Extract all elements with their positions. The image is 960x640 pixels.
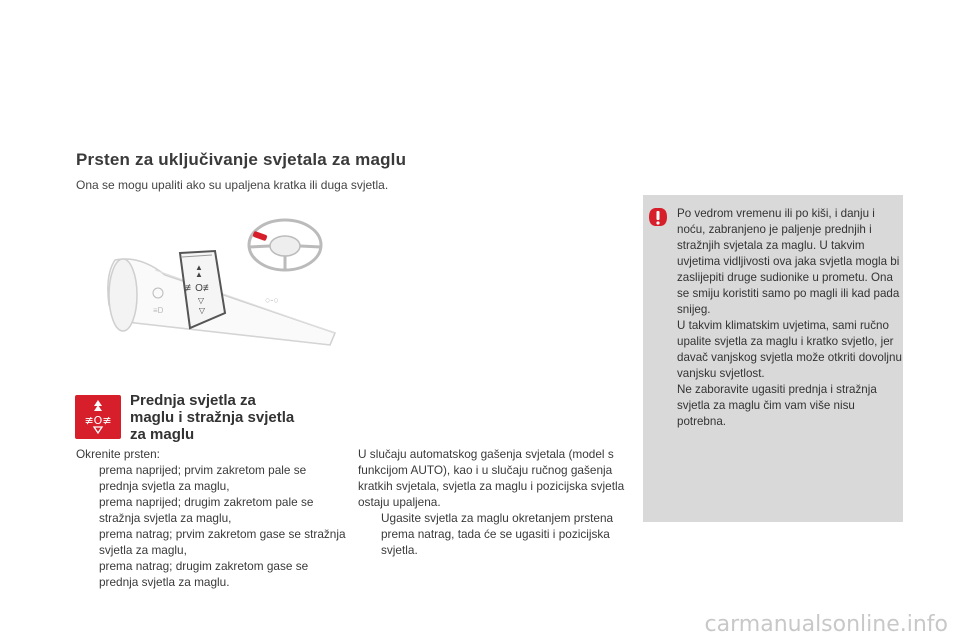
svg-text:▽: ▽ — [197, 296, 205, 305]
list-item — [76, 494, 346, 526]
warning-text — [677, 206, 902, 430]
list-item-text: prema naprijed; drugim zakretom pale se stražnja svjetla za maglu, — [99, 495, 314, 525]
warning-paragraph: Ne zaboravite ugasiti prednja i stražnja svjetla za maglu čim vam više nisu potrebna. — [677, 383, 877, 428]
list-item — [76, 462, 346, 494]
svg-text:○-○: ○-○ — [265, 295, 279, 305]
warning-paragraph: U takvim klimatskim uvjetima, sami ručno upalite svjetla za maglu i kratko svjetlo, jer davač vanjskog svjetla može otkriti dovoljnu vanjsku svjetlost. — [677, 319, 902, 380]
instructions-left — [76, 446, 346, 590]
steering-wheel-icon — [249, 220, 321, 270]
section-title — [130, 392, 330, 443]
list-item-text: prema natrag; prvim zakretom gase se stražnja svjetla za maglu, — [99, 527, 346, 557]
light-stalk-illustration — [95, 215, 340, 355]
section-title-line: Prednja svjetla za — [130, 392, 256, 409]
svg-text:≢O≢: ≢O≢ — [185, 283, 213, 294]
fog-lights-icon — [75, 395, 121, 439]
list-item-text: prema naprijed; prvim zakretom pale se prednja svjetla za maglu, — [99, 463, 307, 493]
warning-paragraph: Po vedrom vremenu ili po kiši, i danju i noću, zabranjeno je paljenje prednjih i stražnjih svjetala za maglu. U takvim uvjetima vidljivosti ova jaka svjetla mogla bi zaslijepiti druge sudionike u prometu. Ona se smiju koristiti samo po magli ili kad pada snijeg. — [677, 207, 900, 316]
svg-text:▲: ▲ — [195, 270, 203, 279]
page-heading: Prsten za uključivanje svjetala za maglu — [76, 150, 407, 169]
section-title-line: maglu i stražnja svjetla — [130, 409, 295, 426]
watermark: carmanualsonline.info — [704, 612, 948, 637]
list-item — [76, 558, 346, 590]
list-item-text: Ugasite svjetla za maglu okretanjem prstena prema natrag, tada će se ugasiti i pozicijska svjetla. — [381, 511, 614, 557]
section-title-line: za maglu — [130, 426, 195, 443]
list-item — [358, 510, 633, 558]
svg-text:▽: ▽ — [198, 306, 206, 315]
list-item — [76, 526, 346, 558]
instructions-right — [358, 446, 633, 558]
auto-lighting-note: U slučaju automatskog gašenja svjetala (model s funkcijom AUTO), kao i u slučaju ručnog gašenja kratkih svjetala, svjetla za maglu i pozicijska svjetla ostaju upaljena. — [358, 447, 625, 509]
svg-text:≢O≢: ≢O≢ — [84, 414, 112, 427]
warning-icon — [646, 205, 670, 229]
svg-text:≡D: ≡D — [153, 306, 164, 315]
instructions-intro: Okrenite prsten: — [76, 447, 160, 461]
svg-text:▲: ▲ — [195, 263, 203, 272]
list-item-text: prema natrag; drugim zakretom gase se prednja svjetla za maglu. — [99, 559, 309, 589]
page-subtitle: Ona se mogu upaliti ako su upaljena kratka ili duga svjetla. — [76, 178, 389, 192]
